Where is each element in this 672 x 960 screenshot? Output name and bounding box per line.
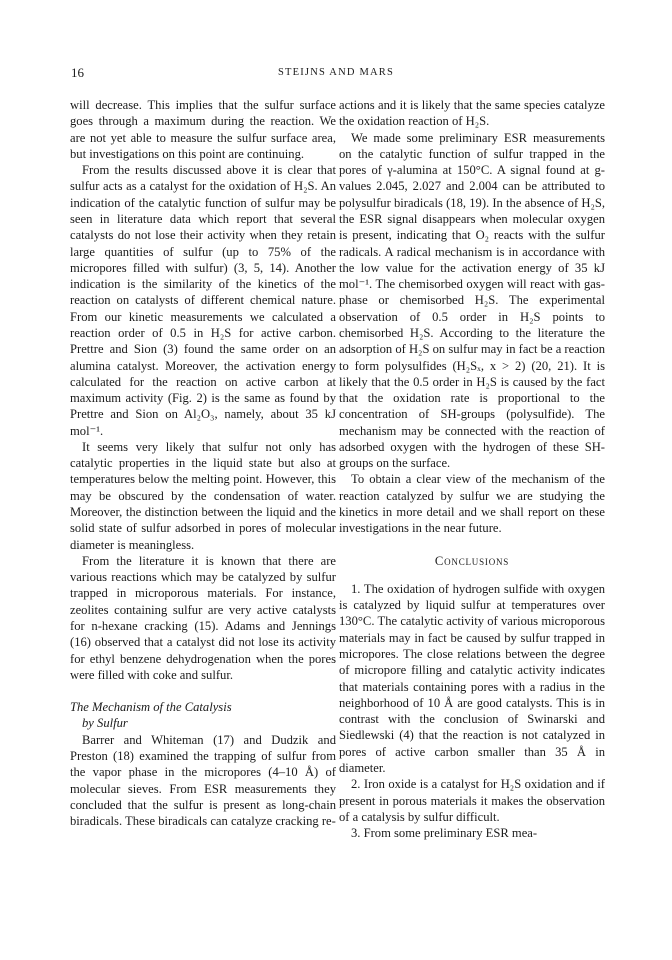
paragraph: actions and it is likely that the same species catalyze the oxidation reaction of H₂S.: [339, 98, 605, 129]
section-title-line-2: by Sulfur: [82, 716, 128, 731]
conclusions-heading: Conclusions: [434, 553, 510, 568]
conclusion-item: 1. The oxidation of hydrogen sulfide with oxygen is catalyzed by liquid sulfur at temperatures over 130°C. The catalytic activity of various microporous materials may in fact be caused by sulfur trapped in micropores. The close relations between the degree of micropore filling and catalytic activity indicates that materials containing pores with a radius in the neighborhood of 10 Å are good catalysts. This is in contrast with the conclusion of Swinarski and Siedlewski (4) that the reaction is not catalyzed in pores of active carbon smaller than 35 Å in diameter.: [339, 581, 605, 775]
paragraph: Barrer and Whiteman (17) and Dudzik and Preston (18) examined the trapping of sulfur from the vapor phase in the micropores (4–10 Å) of molecular sieves. From ESR measurements they concluded that the sulfur is present as long-chain biradicals. These biradicals can catalyze cracking re-: [70, 732, 336, 829]
conclusion-item: 3. From some preliminary ESR mea-: [351, 826, 538, 841]
page-number: 16: [71, 65, 84, 80]
paragraph: will decrease. This implies that the sulfur surface goes through a maximum during the reaction. We are not yet able to measure the sulfur surface area, but investigations on this point are continuing.: [70, 98, 336, 161]
paragraph: From the results discussed above it is clear that sulfur acts as a catalyst for the oxidation of H₂S. An indication of the catalytic function of sulfur may be seen in literature data which report that several catalysts do not lose their activity when they retain large quantities of sulfur (up to 75% of the micropores filled with sulfur) (3, 5, 14). Another indication is the similarity of the kinetics of the reaction on catalysts of different chemical nature. From our kinetic measurements we calculated a reaction order of 0.5 in H₂S for active carbon. Prettre and Sion (3) found the same order on an alumina catalyst. Moreover, the activation energy calculated for the reaction on active carbon at maximum activity (Fig. 2) is the same as found by Prettre and Sion on Al₂O₃, namely, about 35 kJ mol⁻¹.: [70, 163, 336, 438]
paragraph: We made some preliminary ESR measurements on the catalytic function of sulfur trapped in the pores of γ-alumina at 150°C. A signal found at g-values 2.045, 2.027 and 2.004 can be attributed to polysulfur biradicals (18, 19). In the absence of H₂S, the ESR signal disappears when molecular oxygen is present, indicating that O₂ reacts with the sulfur radicals. A radical mechanism is in accordance with the low value for the activation energy of 35 kJ mol⁻¹. The chemisorbed oxygen will react with gas-phase or chemisorbed H₂S. The experimental observation of 0.5 order in H₂S points to chemisorbed H₂S. According to the literature the adsorption of H₂S on sulfur may in fact be a reaction to form polysulfides (H₂Sₓ, x > 2) (20, 21). It is likely that the 0.5 order in H₂S is caused by the fact that the oxidation rate is proportional to the concentration of SH-groups (polysulfide). The mechanism may be connected with the reaction of adsorbed oxygen with the hydrogen of these SH-groups on the surface.: [339, 130, 605, 471]
paragraph: From the literature it is known that there are various reactions which may be catalyzed by sulfur trapped in microporous materials. For instance, zeolites containing sulfur are very active catalysts for n-hexane cracking (15). Adams and Jennings (16) observed that a catalyst did not lose its activity for ethyl benzene dehydrogenation when the pores were filled with coke and sulfur.: [70, 553, 336, 682]
running-head: STEIJNS AND MARS: [277, 67, 395, 78]
right-column: [339, 97, 605, 841]
conclusion-item: 2. Iron oxide is a catalyst for H₂S oxidation and if present in porous materials it makes the observation of a catalysis by sulfur difficult.: [339, 777, 605, 824]
section-title: [70, 699, 336, 732]
left-column: [70, 97, 336, 829]
paragraph: It seems very likely that sulfur not only has catalytic properties in the liquid state but also at temperatures below the melting point. However, this may be obscured by the condensation of water. Moreover, the distinction between the liquid and the solid state of sulfur adsorbed in pores of molecular diameter is meaningless.: [70, 439, 336, 552]
section-title-line-1: The Mechanism of the Catalysis: [70, 700, 232, 715]
paragraph: To obtain a clear view of the mechanism of the reaction catalyzed by sulfur we are studying the kinetics in more detail and we shall report on these investigations in the near future.: [339, 472, 605, 536]
